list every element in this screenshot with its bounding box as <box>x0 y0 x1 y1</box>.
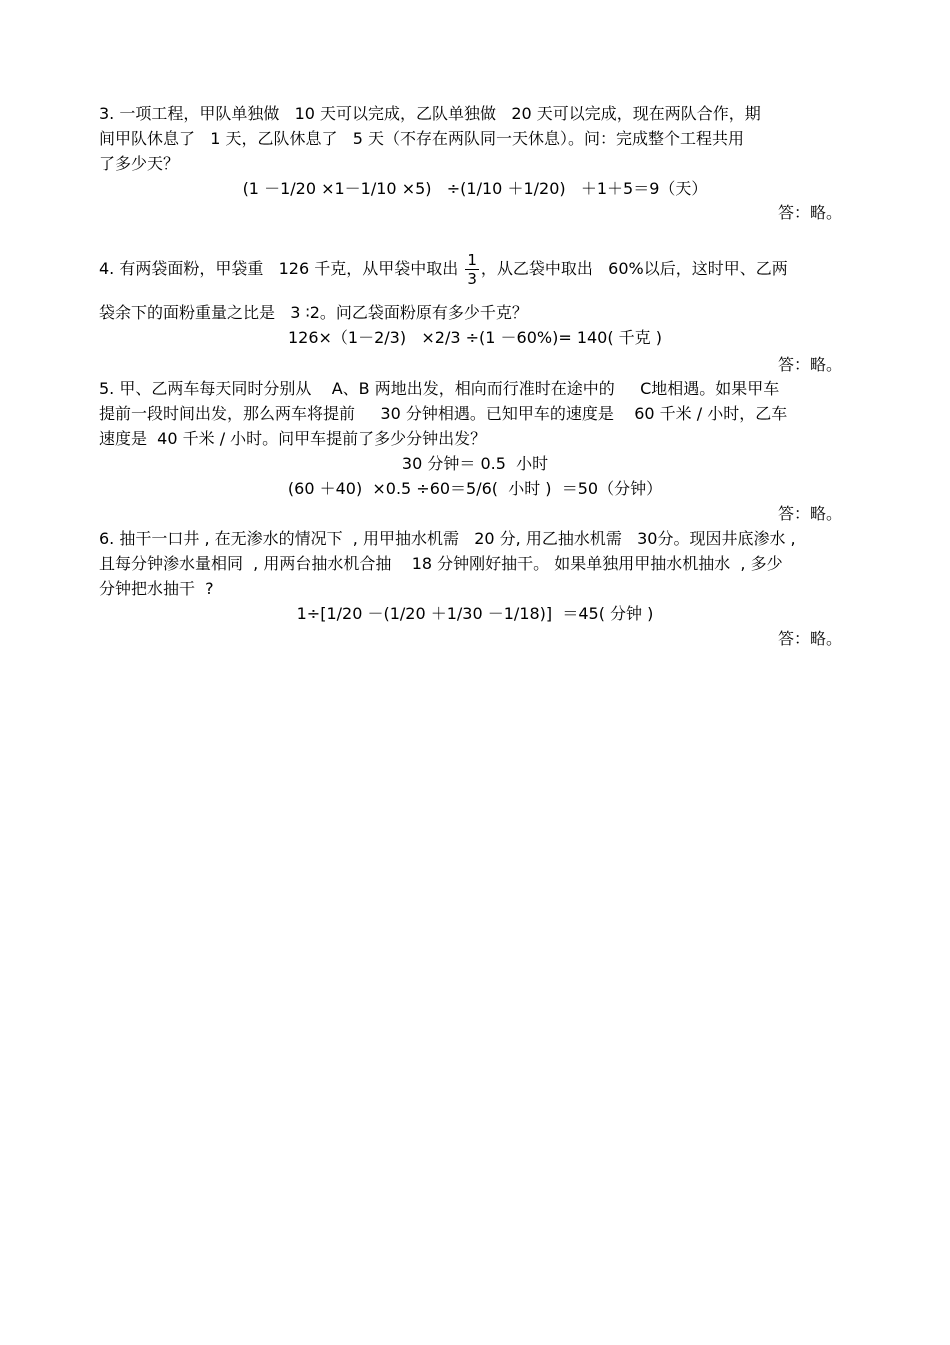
problem-5-solution-2: (60 ＋40) ×0.5 ÷60＝5/6( 小时 ) ＝50（分钟） <box>287 479 663 498</box>
problem-4-line-2: 袋余下的面粉重量之比是 3 ∶2。问乙袋面粉原有多少千克？ <box>99 303 528 322</box>
problem-5-answer: 答：略。 <box>777 504 842 523</box>
problem-4-answer: 答：略。 <box>777 355 842 374</box>
fraction-one-third <box>465 251 479 288</box>
problem-3-line-1: 3. 一项工程，甲队单独做 10 天可以完成，乙队单独做 20 天可以完成，现在两队合作，期 <box>99 104 761 123</box>
problem-5-line-2: 提前一段时间出发，那么两车将提前 30 分钟相遇。已知甲车的速度是 60 千米 / 小时，乙车 <box>99 404 788 423</box>
problem-6-solution: 1÷[1/20 －(1/20 ＋1/30 －1/18)] ＝45( 分钟 ) <box>296 604 654 623</box>
problem-6-line-3: 分钟把水抽干 ? <box>99 579 214 598</box>
fraction-denominator: 3 <box>467 270 477 288</box>
problem-4-line-1-after: ，从乙袋中取出 60%以后，这时甲、乙两 <box>480 259 788 278</box>
problem-3-line-3: 了多少天？ <box>99 154 180 173</box>
problem-3-solution: (1 －1/20 ×1－1/10 ×5) ÷(1/10 ＋1/20) ＋1＋5＝9（天） <box>242 179 708 198</box>
fraction-numerator: 1 <box>467 251 477 269</box>
problem-6-line-1: 6. 抽干一口井 , 在无渗水的情况下 , 用甲抽水机需 20 分, 用乙抽水机需 30分。现因井底渗水 , <box>99 529 796 548</box>
problem-3-line-2: 间甲队休息了 1 天，乙队休息了 5 天（不存在两队同一天休息）。问：完成整个工程共用 <box>99 129 745 148</box>
problem-4-line-1 <box>99 251 788 288</box>
problem-5-line-3: 速度是 40 千米 / 小时。问甲车提前了多少分钟出发？ <box>99 429 487 448</box>
problem-6-line-2: 且每分钟渗水量相同 , 用两台抽水机合抽 18 分钟刚好抽干。 如果单独用甲抽水机抽水 , 多少 <box>99 554 783 573</box>
problem-5-solution-1: 30 分钟＝ 0.5 小时 <box>401 454 549 473</box>
problem-5-line-1: 5. 甲、乙两车每天同时分别从 A、B 两地出发，相向而行准时在途中的 C地相遇。如果甲车 <box>99 379 780 398</box>
problem-4-line-1-before: 4. 有两袋面粉，甲袋重 126 千克，从甲袋中取出 <box>99 259 464 278</box>
problem-4-solution: 126×（1－2/3) ×2/3 ÷(1 －60%)= 140( 千克 ) <box>287 328 663 347</box>
problem-6-answer: 答：略。 <box>777 629 842 648</box>
problem-3-answer: 答：略。 <box>777 203 842 222</box>
